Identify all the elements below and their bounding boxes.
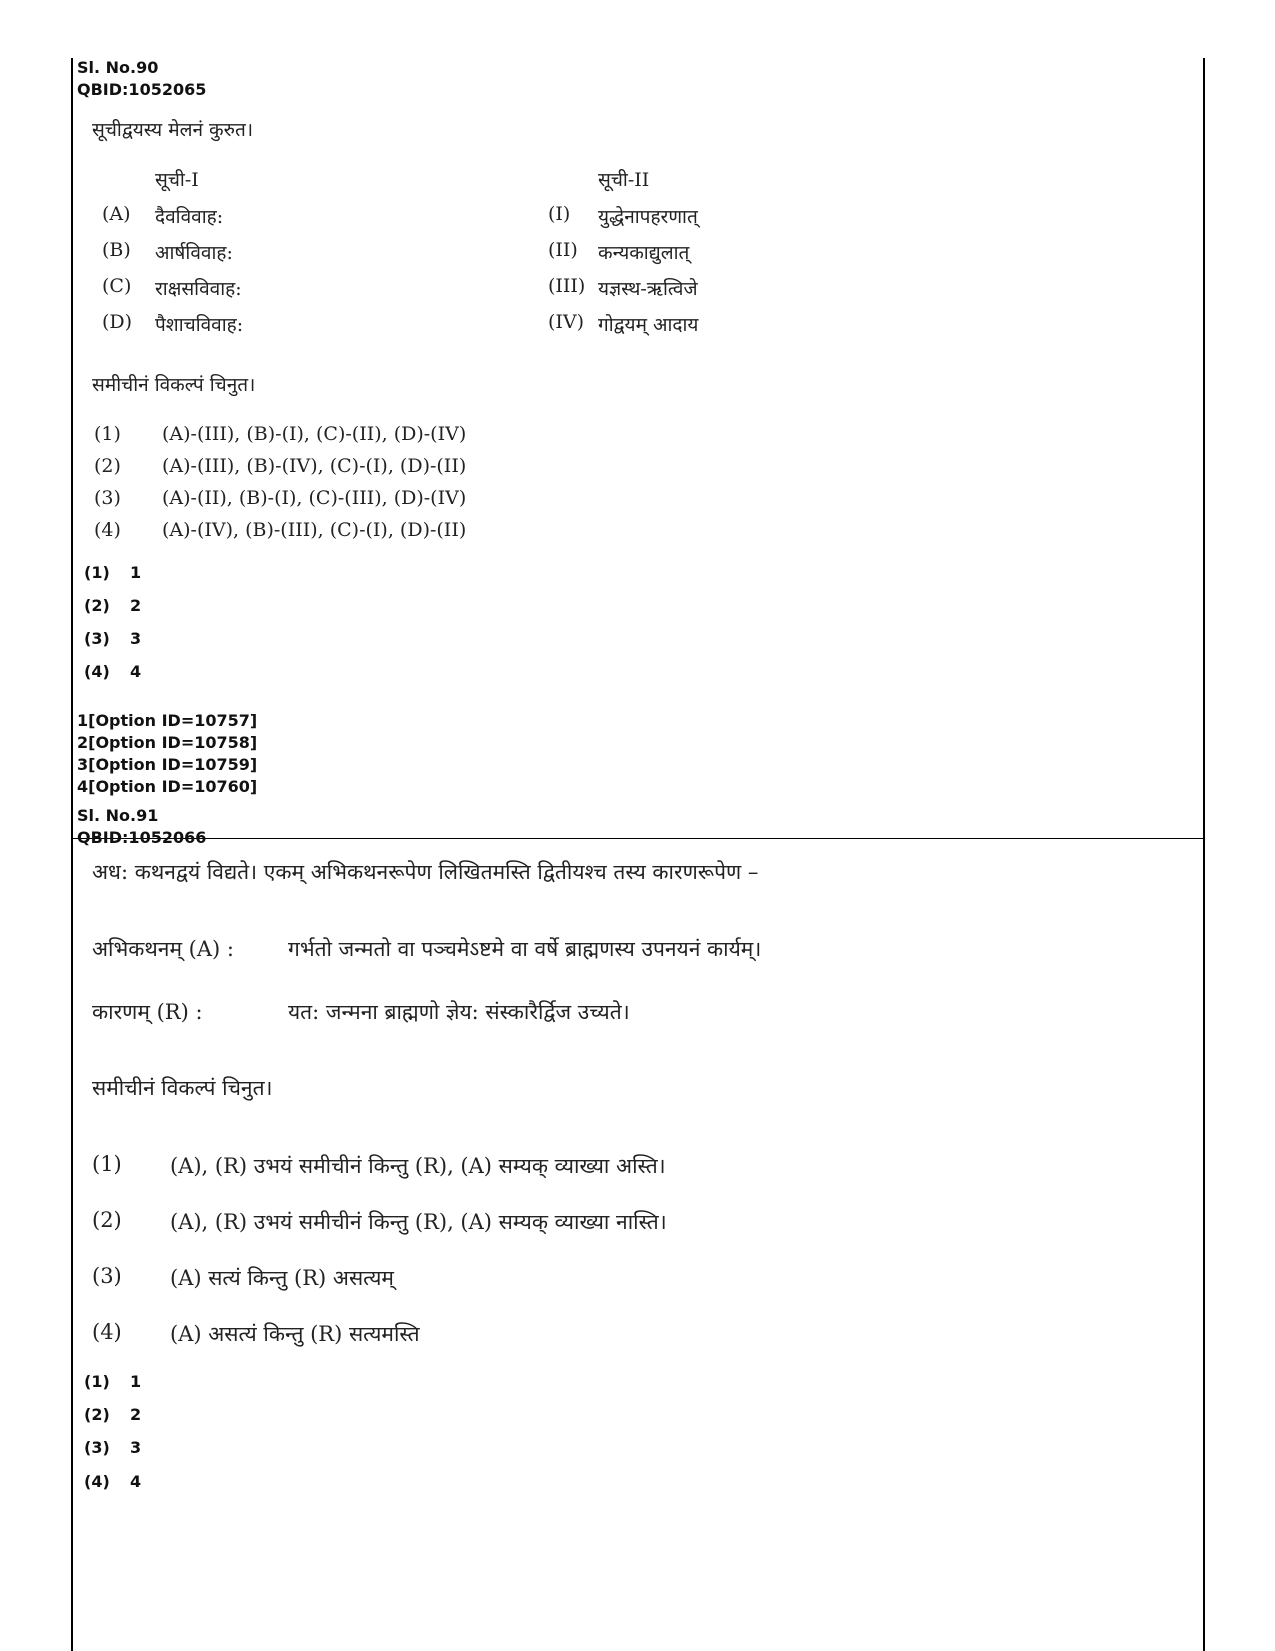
q90-list1-label: (A) — [102, 203, 131, 225]
q90-option-text: (A)-(II), (B)-(I), (C)-(III), (D)-(IV) — [162, 487, 467, 509]
q91-assertion-text: गर्भतो जन्मतो वा पञ्चमेऽष्टमे वा वर्षे ब्राह्मणस्य उपनयनं कार्यम्। — [288, 937, 762, 961]
answer-choice[interactable] — [84, 563, 141, 582]
q90-list2-heading: सूची-II — [598, 169, 650, 191]
q91-reason-text: यत: जन्मना ब्राह्मणो ज्ञेय: संस्कारैर्द्विज उच्यते। — [288, 1000, 630, 1024]
option-id: 3[Option ID=10759] — [77, 755, 258, 774]
q91-option-num: (1) — [92, 1152, 122, 1176]
q90-list2-label: (IV) — [548, 311, 585, 333]
q91-option-num: (2) — [92, 1208, 122, 1232]
q90-option-ids — [77, 710, 257, 798]
answer-value: 1 — [130, 1372, 142, 1391]
q90-list1-heading: सूची-I — [155, 169, 199, 191]
q90-list2-text: गोद्वयम् आदाय — [598, 314, 699, 336]
q90-sl-no: Sl. No.90 — [77, 58, 159, 77]
answer-value: 2 — [130, 1405, 142, 1424]
q90-list1-label: (B) — [102, 239, 131, 261]
q90-prompt: समीचीनं विकल्पं चिनुत। — [92, 374, 256, 396]
q90-list1-text: दैवविवाह: — [155, 206, 224, 228]
q90-list1-label: (C) — [102, 275, 132, 297]
answer-choice[interactable] — [84, 1372, 141, 1391]
answer-num: (3) — [84, 1438, 110, 1457]
q91-prompt: समीचीनं विकल्पं चिनुत। — [92, 1076, 273, 1100]
answer-num: (2) — [84, 596, 110, 615]
q91-option-text: (A) असत्यं किन्तु (R) सत्यमस्ति — [170, 1322, 420, 1346]
answer-value: 4 — [130, 1472, 142, 1491]
answer-value: 2 — [130, 596, 142, 615]
q90-option-num: (4) — [94, 519, 121, 541]
q90-option-num: (1) — [94, 423, 121, 445]
answer-choice[interactable] — [84, 596, 141, 615]
answer-choice[interactable] — [84, 629, 141, 648]
answer-value: 4 — [130, 662, 142, 681]
answer-value: 3 — [130, 629, 142, 648]
q91-reason-label: कारणम् (R) : — [92, 1000, 203, 1024]
option-id: 1[Option ID=10757] — [77, 711, 258, 730]
answer-choice[interactable] — [84, 1472, 141, 1491]
q90-list2-label: (I) — [548, 203, 571, 225]
q91-option-num: (3) — [92, 1264, 122, 1288]
q90-list2-text: युद्धेनापहरणात् — [598, 206, 698, 228]
answer-choice[interactable] — [84, 1405, 141, 1424]
q91-option-num: (4) — [92, 1320, 122, 1344]
q90-list2-text: कन्यकाद्युलात् — [598, 242, 690, 264]
q90-list1-text: पैशाचविवाह: — [155, 314, 244, 336]
answer-choice[interactable] — [84, 662, 141, 681]
q90-instruction: सूचीद्वयस्य मेलनं कुरुत। — [92, 119, 254, 141]
q90-list1-text: आर्षविवाह: — [155, 242, 233, 264]
q91-assertion-label: अभिकथनम् (A) : — [92, 937, 234, 961]
answer-num: (1) — [84, 1372, 110, 1391]
q91-intro: अध: कथनद्वयं विद्यते। एकम् अभिकथनरूपेण लिखितमस्ति द्वितीयश्च तस्य कारणरूपेण – — [92, 860, 759, 884]
option-id: 4[Option ID=10760] — [77, 777, 258, 796]
option-id: 2[Option ID=10758] — [77, 733, 258, 752]
q90-list1-label: (D) — [102, 311, 133, 333]
q90-list2-text: यज्ञस्थ-ऋत्विजे — [598, 278, 698, 300]
q90-list2-label: (II) — [548, 239, 578, 261]
q90-option-num: (2) — [94, 455, 121, 477]
q90-qbid: QBID:1052065 — [77, 80, 207, 99]
answer-choice[interactable] — [84, 1438, 141, 1457]
q91-qbid: QBID:1052066 — [77, 828, 207, 847]
answer-num: (2) — [84, 1405, 110, 1424]
answer-value: 3 — [130, 1438, 142, 1457]
q91-option-text: (A) सत्यं किन्तु (R) असत्यम् — [170, 1266, 394, 1290]
q90-list1-text: राक्षसविवाह: — [155, 278, 242, 300]
answer-num: (4) — [84, 662, 110, 681]
question-separator — [71, 838, 1205, 839]
q91-sl-no: Sl. No.91 — [77, 806, 159, 825]
q90-option-text: (A)-(III), (B)-(IV), (C)-(I), (D)-(II) — [162, 455, 467, 477]
q90-option-num: (3) — [94, 487, 121, 509]
q91-header — [77, 805, 206, 849]
q90-option-text: (A)-(IV), (B)-(III), (C)-(I), (D)-(II) — [162, 519, 467, 541]
q90-list2-label: (III) — [548, 275, 586, 297]
q91-option-text: (A), (R) उभयं समीचीनं किन्तु (R), (A) सम्यक् व्याख्या अस्ति। — [170, 1154, 666, 1178]
answer-num: (1) — [84, 563, 110, 582]
answer-value: 1 — [130, 563, 142, 582]
q91-option-text: (A), (R) उभयं समीचीनं किन्तु (R), (A) सम्यक् व्याख्या नास्ति। — [170, 1210, 667, 1234]
answer-num: (4) — [84, 1472, 110, 1491]
q90-header — [77, 57, 206, 101]
answer-num: (3) — [84, 629, 110, 648]
q90-option-text: (A)-(III), (B)-(I), (C)-(II), (D)-(IV) — [162, 423, 467, 445]
